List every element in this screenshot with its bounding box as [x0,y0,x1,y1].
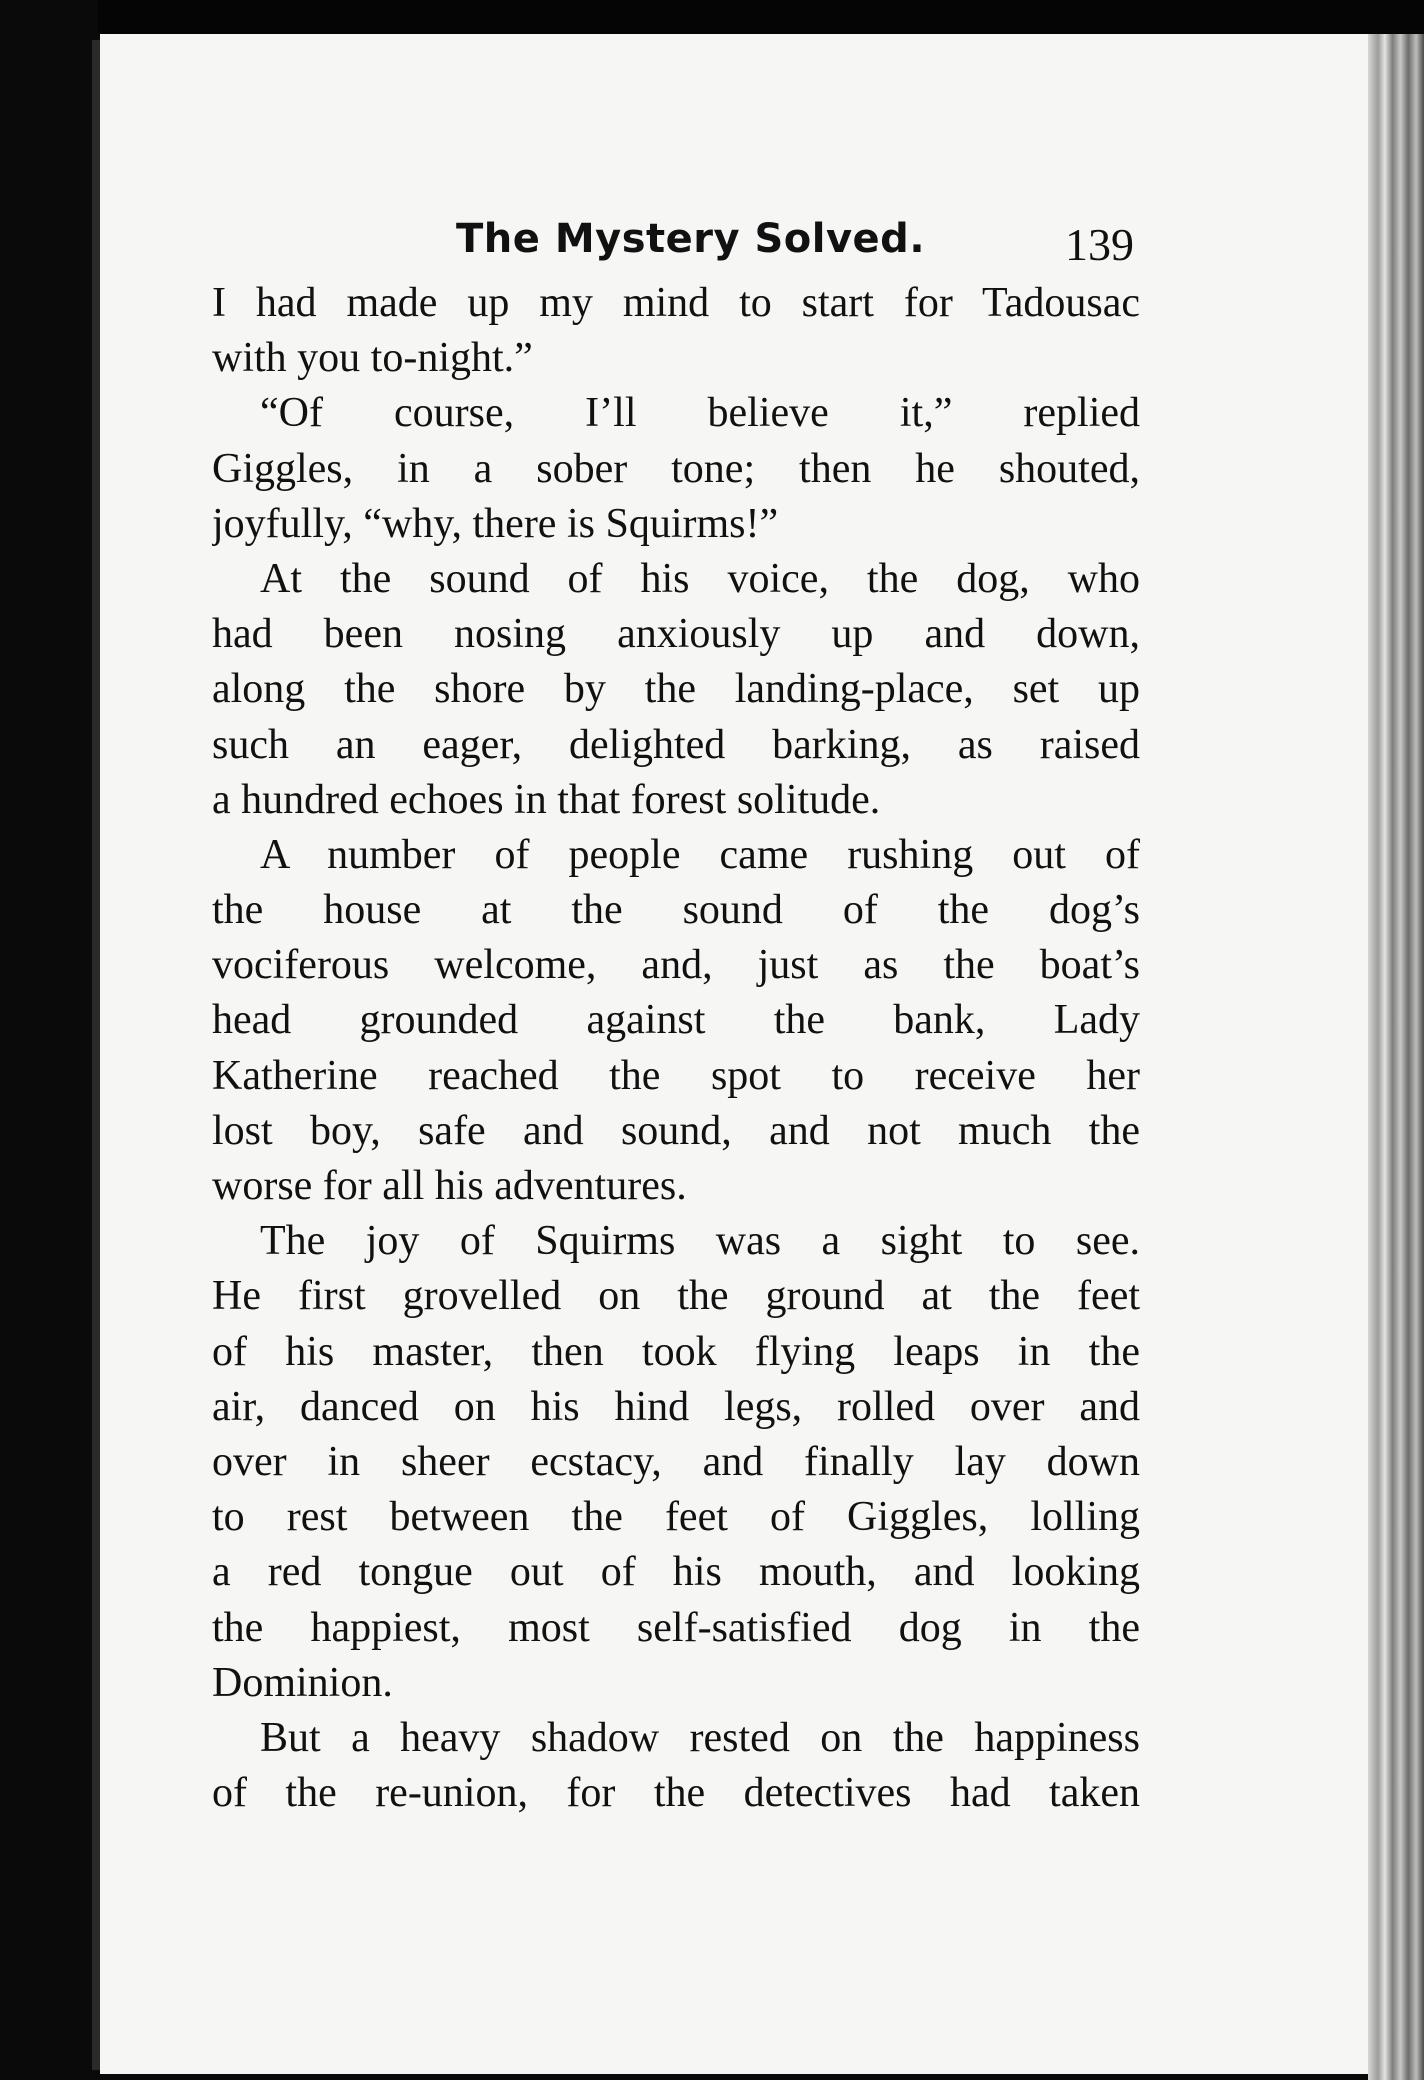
text-line: such an eager, delighted barking, as raised [212,721,1140,768]
text-line: Giggles, in a sober tone; then he shouted, [212,445,1140,492]
text-line: the house at the sound of the dog’s [212,887,1140,934]
page-number: 139 [1065,219,1134,270]
text-line: lost boy, safe and sound, and not much the [212,1107,1140,1154]
text-line: air, danced on his hind legs, rolled over and [212,1383,1140,1430]
text-line: “Of course, I’ll believe it,” replied [260,390,1140,437]
text-line: to rest between the feet of Giggles, lolling [212,1494,1140,1541]
text-line: of the re-union, for the detectives had taken [212,1770,1140,1817]
text-line: But a heavy shadow rested on the happiness [260,1714,1140,1761]
text-line: I had made up my mind to start for Tadousac [212,280,1140,326]
binding-edge [92,40,100,2070]
text-line: a red tongue out of his mouth, and looking [212,1549,1140,1596]
text-line: of his master, then took flying leaps in the [212,1328,1140,1375]
book-binding-shadow [0,0,98,2080]
running-head [212,200,1140,276]
running-head-title: The Mystery Solved. [456,216,926,262]
text-line: The joy of Squirms was a sight to see. [260,1218,1140,1265]
scan-top-border [0,0,1424,34]
text-line: the happiest, most self-satisfied dog in the [212,1604,1140,1651]
text-line: Katherine reached the spot to receive her [212,1052,1140,1099]
text-line: worse for all his adventures. [212,1163,687,1209]
text-line: with you to-night.” [212,335,533,382]
text-line: had been nosing anxiously up and down, [212,611,1140,658]
text-line: along the shore by the landing-place, set up [212,666,1140,713]
text-line: over in sheer ecstacy, and finally lay down [212,1438,1140,1485]
text-line: At the sound of his voice, the dog, who [260,555,1140,602]
text-line: Dominion. [212,1659,393,1706]
text-line: a hundred echoes in that forest solitude. [212,776,881,823]
page-stack-edge [1368,34,1424,2080]
text-line: joyfully, “why, there is Squirms!” [212,500,779,547]
text-line: head grounded against the bank, Lady [212,997,1140,1044]
page-text-block [212,200,1140,1821]
text-line: A number of people came rushing out of [260,831,1140,878]
text-line: vociferous welcome, and, just as the boat’s [212,942,1140,989]
text-line: He first grovelled on the ground at the feet [212,1273,1140,1320]
body-text [212,276,1140,1821]
